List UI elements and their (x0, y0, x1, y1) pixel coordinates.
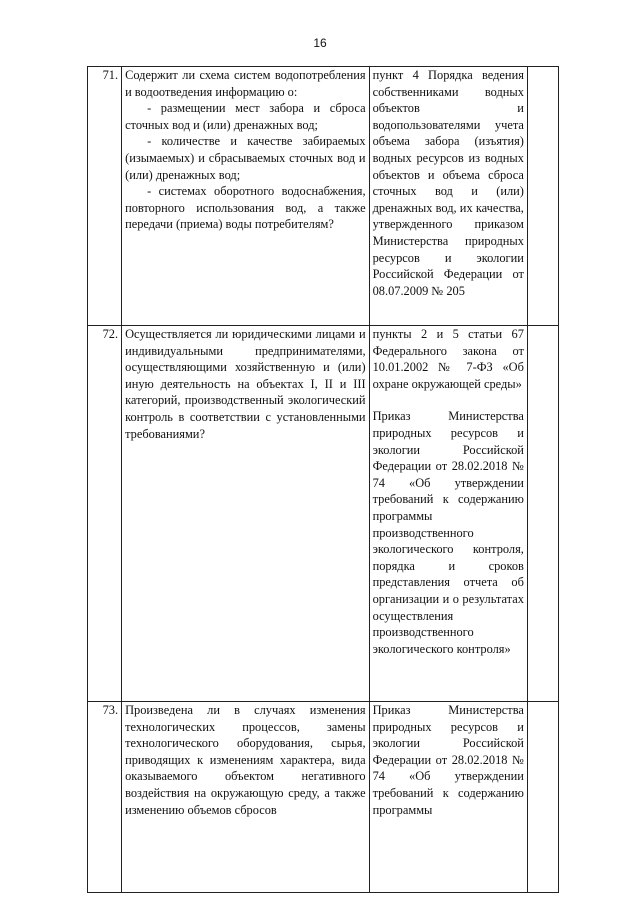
requirements-table (87, 66, 559, 893)
question-cell (122, 326, 370, 702)
row-number: 73. (88, 702, 122, 893)
notes-cell (527, 702, 558, 893)
question-paragraph: - системах оборотного водоснабжения, повторного использования вод, а также передачи (приема) воды потребителям? (125, 184, 366, 232)
legal-basis-paragraph: пункт 4 Порядка ведения собственниками водных объектов и водопользователями учета объема забора (изъятия) водных ресурсов из водных объектов и объема сброса сточных вод и (или) дренажных вод, их качества, утвержденного приказом Министерства природных ресурсов и экологии Российской Федерации от 08.07.2009 № 205 (372, 68, 524, 298)
table-row (88, 702, 559, 893)
legal-basis-paragraph: Приказ Министерства природных ресурсов и экологии Российской Федерации от 28.02.2018 № 74 «Об утверждении требований к содержанию программы производственного экологического контроля, порядка и сроков представления отчета об организации и о результатах осуществления производственного экологического контроля» (372, 409, 524, 656)
legal-basis-cell (369, 702, 527, 893)
question-paragraph: - количестве и качестве забираемых (изымаемых) и сбрасываемых сточных вод и (или) дренажных вод; (125, 134, 366, 182)
question-cell (122, 67, 370, 326)
row-number: 71. (88, 67, 122, 326)
question-cell (122, 702, 370, 893)
notes-cell (527, 326, 558, 702)
table-row (88, 67, 559, 326)
notes-cell (527, 67, 558, 326)
page-number: 16 (313, 36, 327, 50)
row-number: 72. (88, 326, 122, 702)
legal-basis-cell (369, 67, 527, 326)
question-paragraph: Осуществляется ли юридическими лицами и индивидуальными предпринимателями, осуществляющими хозяйственную и (или) иную деятельность на объектах I, II и III категорий, производственный экологический контроль в соответствии с установленными требованиями? (125, 327, 366, 441)
legal-basis-paragraph: пункты 2 и 5 статьи 67 Федерального закона от 10.01.2002 № 7-ФЗ «Об охране окружающей среды» (372, 327, 524, 391)
question-paragraph: Содержит ли схема систем водопотребления и водоотведения информацию о: (125, 68, 366, 99)
table-row (88, 326, 559, 702)
legal-basis-cell (369, 326, 527, 702)
question-paragraph: Произведена ли в случаях изменения технологических процессов, замены технологического оборудования, сырья, приводящих к изменениям характера, вида оказываемого объектом негативного воздействия на окружающую среду, а также изменению объемов сбросов (125, 703, 366, 817)
legal-basis-paragraph: Приказ Министерства природных ресурсов и экологии Российской Федерации от 28.02.2018 № 74 «Об утверждении требований к содержанию программы (372, 703, 524, 817)
question-paragraph: - размещении мест забора и сброса сточных вод и (или) дренажных вод; (125, 101, 366, 132)
